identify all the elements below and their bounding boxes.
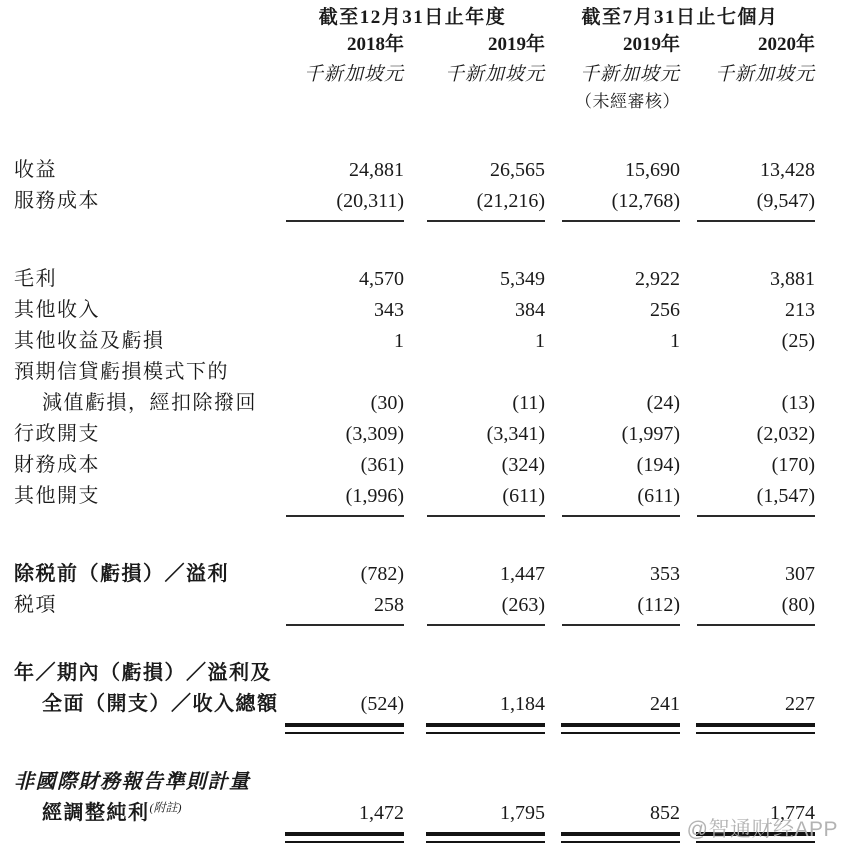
value-cell: 1,447 <box>500 563 545 585</box>
rule-cell <box>545 513 680 525</box>
double-underline <box>285 832 404 843</box>
unit-label: 千新加坡元 <box>444 64 545 85</box>
value-cell <box>404 658 545 689</box>
value-cell: (3,309) <box>345 423 404 445</box>
table-row <box>0 295 815 326</box>
rule-row-spacer <box>0 622 280 634</box>
rule-cell <box>404 830 545 843</box>
value-cell: (170) <box>771 454 815 476</box>
single-underline <box>697 624 815 626</box>
single-underline <box>286 515 404 517</box>
double-underline <box>426 832 545 843</box>
row-label: 預期信貸虧損模式下的 <box>14 361 229 383</box>
value-cell: (30) <box>370 392 404 414</box>
double-underline <box>561 723 680 734</box>
value-cell: (1,997) <box>621 423 680 445</box>
single-rule-row <box>0 513 815 525</box>
value-cell: 24,881 <box>349 159 404 181</box>
table-row <box>0 419 815 450</box>
row-label: 財務成本 <box>14 454 100 476</box>
rule-cell <box>404 721 545 734</box>
value-cell: 3,881 <box>770 268 815 290</box>
value-cell: 15,690 <box>625 159 680 181</box>
row-label: 税項 <box>14 594 57 616</box>
row-label: 全面（開支）／收入總額 <box>42 693 279 715</box>
value-cell: 1,472 <box>359 802 404 824</box>
rule-cell <box>680 622 815 634</box>
period-group-row <box>0 5 815 30</box>
row-label: 非國際財務報告準則計量 <box>14 771 251 793</box>
year-column-header-2019-7m: 2019年 <box>622 34 680 55</box>
value-cell: (1,547) <box>756 485 815 507</box>
value-cell: 258 <box>374 594 404 616</box>
row-label: 減值虧損，經扣除撥回 <box>42 392 257 414</box>
value-cell: (13) <box>781 392 815 414</box>
value-cell: 5,349 <box>500 268 545 290</box>
note-reference: (附註) <box>149 800 182 815</box>
value-cell: 1,184 <box>500 693 545 715</box>
rule-cell <box>404 218 545 230</box>
rule-row-spacer <box>0 830 280 843</box>
header-spacer <box>280 90 404 117</box>
row-label: 毛利 <box>14 268 57 290</box>
value-cell <box>545 767 680 798</box>
value-cell: (9,547) <box>756 190 815 212</box>
single-underline <box>427 515 545 517</box>
table-row <box>0 590 815 621</box>
rule-cell <box>404 513 545 525</box>
value-cell: 343 <box>374 299 404 321</box>
value-cell: (324) <box>501 454 545 476</box>
value-cell <box>280 658 404 689</box>
rule-cell <box>545 721 680 734</box>
rule-cell <box>280 830 404 843</box>
value-cell: 227 <box>785 693 815 715</box>
value-cell: (12,768) <box>611 190 680 212</box>
value-cell: (263) <box>501 594 545 616</box>
double-underline <box>561 832 680 843</box>
value-cell: 1 <box>394 330 404 352</box>
table-row <box>0 559 815 590</box>
value-cell: (25) <box>781 330 815 352</box>
single-underline <box>562 515 680 517</box>
single-underline <box>697 515 815 517</box>
value-cell <box>680 357 815 388</box>
value-cell: (20,311) <box>336 190 404 212</box>
rule-cell <box>280 218 404 230</box>
header-spacer <box>0 5 280 30</box>
unit-label: 千新加坡元 <box>714 64 815 85</box>
rule-cell <box>545 218 680 230</box>
row-label: 經調整純利$^{(附註)}$ <box>42 800 182 824</box>
single-underline <box>697 220 815 222</box>
single-underline <box>562 220 680 222</box>
value-cell: (524) <box>360 693 404 715</box>
value-cell: (611) <box>637 485 680 507</box>
rule-cell <box>545 622 680 634</box>
value-cell: (3,341) <box>486 423 545 445</box>
value-cell: (80) <box>781 594 815 616</box>
table-row <box>0 481 815 512</box>
value-cell: 353 <box>650 563 680 585</box>
unit-header-row <box>0 60 815 90</box>
value-cell: 1 <box>535 330 545 352</box>
header-spacer <box>0 30 280 60</box>
value-cell <box>280 357 404 388</box>
value-cell <box>545 357 680 388</box>
value-cell: 852 <box>650 802 680 824</box>
table-row <box>0 767 815 798</box>
row-label: 其他收入 <box>14 299 100 321</box>
table-row <box>0 186 815 217</box>
row-label: 收益 <box>14 159 57 181</box>
value-cell: 213 <box>785 299 815 321</box>
value-cell: 307 <box>785 563 815 585</box>
single-underline <box>427 624 545 626</box>
double-rule-row <box>0 721 815 733</box>
value-cell: 1 <box>670 330 680 352</box>
rule-cell <box>280 622 404 634</box>
row-label: 其他收益及虧損 <box>14 330 165 352</box>
value-cell: (21,216) <box>476 190 545 212</box>
value-cell: 241 <box>650 693 680 715</box>
period-group-seven-months: 截至7月31日止七個月 <box>581 7 779 28</box>
rule-row-spacer <box>0 721 280 734</box>
header-spacer <box>0 90 280 117</box>
double-underline <box>696 723 815 734</box>
value-cell: (782) <box>360 563 404 585</box>
value-cell: 13,428 <box>760 159 815 181</box>
value-cell: (194) <box>636 454 680 476</box>
header-spacer <box>0 60 280 90</box>
value-cell: 2,922 <box>635 268 680 290</box>
year-header-row <box>0 30 815 60</box>
value-cell: (11) <box>512 392 545 414</box>
rule-cell <box>680 218 815 230</box>
single-underline <box>286 624 404 626</box>
period-group-annual: 截至12月31日止年度 <box>318 7 507 28</box>
row-label: 其他開支 <box>14 485 100 507</box>
rule-cell <box>545 830 680 843</box>
value-cell <box>680 767 815 798</box>
table-row <box>0 326 815 357</box>
value-cell: (1,996) <box>345 485 404 507</box>
header-spacer <box>404 90 545 117</box>
value-cell: 26,565 <box>490 159 545 181</box>
table-row <box>0 658 815 689</box>
rule-row-spacer <box>0 218 280 230</box>
double-underline <box>285 723 404 734</box>
table-header <box>0 0 815 117</box>
row-label: 除税前（虧損）／溢利 <box>14 563 229 585</box>
value-cell: 4,570 <box>359 268 404 290</box>
table-row <box>0 388 815 419</box>
table-rows <box>0 155 815 842</box>
value-cell: 1,774 <box>770 802 815 824</box>
row-label: 年／期內（虧損）／溢利及 <box>14 662 272 684</box>
watermark: @智通财经APP <box>686 818 838 841</box>
rule-cell <box>280 513 404 525</box>
header-spacer <box>680 90 815 117</box>
table-row <box>0 689 815 720</box>
table-row <box>0 357 815 388</box>
rule-cell <box>280 721 404 734</box>
value-cell: 384 <box>515 299 545 321</box>
year-column-header-2020: 2020年 <box>757 34 815 55</box>
single-underline <box>286 220 404 222</box>
table-row <box>0 264 815 295</box>
row-label: 服務成本 <box>14 190 100 212</box>
unit-label: 千新加坡元 <box>579 64 680 85</box>
value-cell <box>280 767 404 798</box>
unaudited-note: （未經審核） <box>575 92 680 111</box>
year-column-header-2019: 2019年 <box>487 34 545 55</box>
value-cell: (24) <box>646 392 680 414</box>
single-underline <box>562 624 680 626</box>
rule-cell <box>680 721 815 734</box>
value-cell: 1,795 <box>500 802 545 824</box>
value-cell: (361) <box>360 454 404 476</box>
double-underline <box>426 723 545 734</box>
row-label: 行政開支 <box>14 423 100 445</box>
table-row <box>0 155 815 186</box>
value-cell <box>680 658 815 689</box>
value-cell <box>404 357 545 388</box>
rule-cell <box>404 622 545 634</box>
value-cell <box>545 658 680 689</box>
value-cell: 256 <box>650 299 680 321</box>
single-rule-row <box>0 218 815 230</box>
value-cell: (2,032) <box>756 423 815 445</box>
value-cell: (112) <box>637 594 680 616</box>
rule-cell <box>680 513 815 525</box>
value-cell: (611) <box>502 485 545 507</box>
rule-row-spacer <box>0 513 280 525</box>
unit-label: 千新加坡元 <box>303 64 404 85</box>
year-column-header-2018: 2018年 <box>346 34 404 55</box>
value-cell <box>404 767 545 798</box>
single-rule-row <box>0 622 815 634</box>
table-row <box>0 450 815 481</box>
single-underline <box>427 220 545 222</box>
unaudited-note-row <box>0 90 815 117</box>
